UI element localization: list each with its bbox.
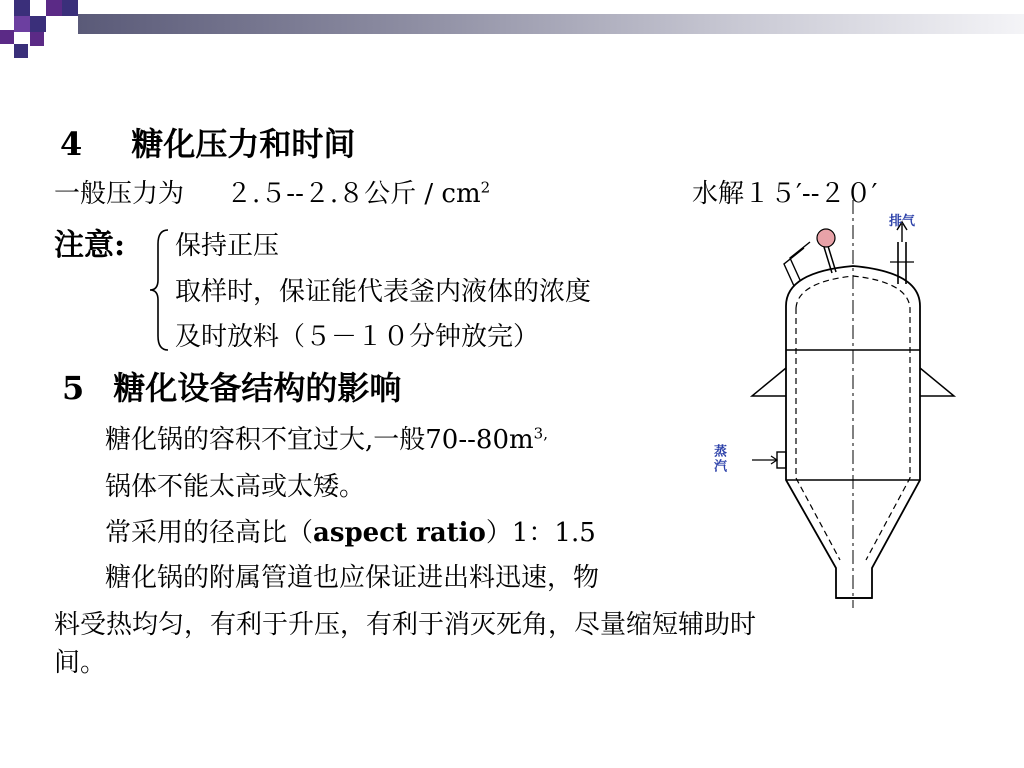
header-gradient-bar: [78, 14, 1024, 34]
heading-4-number: 4: [60, 125, 83, 163]
heading-5-number: 5: [62, 369, 85, 407]
pressure-prefix: 一般压力为: [54, 179, 185, 209]
body-line-1-sup: 3,: [533, 424, 548, 443]
exhaust-label: 排气: [889, 214, 916, 229]
body-line-2: 锅体不能太高或太矮。: [105, 472, 366, 502]
notice-item-1: 保持正压: [175, 231, 280, 261]
aspect-ratio-term: aspect ratio: [313, 518, 486, 548]
heading-4: [60, 125, 356, 163]
hydrolysis-time: 水解１５′--２０′: [692, 179, 878, 209]
body-line-5: 料受热均匀，有利于升压，有利于消灭死角，尽量缩短辅助时: [54, 610, 757, 640]
heading-4-text: 糖化压力和时间: [131, 125, 356, 163]
notice-brace: [146, 226, 172, 354]
corner-checker-decoration: [0, 0, 80, 62]
body-line-3-a: 常采用的径高比（: [105, 518, 314, 548]
body-line-4: 糖化锅的附属管道也应保证进出料迅速，物: [105, 563, 600, 593]
pressure-line: [54, 178, 491, 209]
notice-item-2: 取样时，保证能代表釜内液体的浓度: [175, 277, 592, 307]
body-line-1: [105, 424, 548, 455]
steam-label: 蒸汽: [711, 444, 726, 474]
body-line-3: [105, 520, 596, 546]
heading-5-text: 糖化设备结构的影响: [113, 369, 402, 407]
pressure-sup: 2: [480, 178, 491, 197]
saccharification-tank-diagram: [740, 196, 990, 612]
pressure-values: ２.５--２.８公斤 / cm: [226, 179, 481, 209]
notice-label: 注意:: [54, 228, 126, 263]
body-line-6: 间。: [54, 648, 107, 678]
body-line-3-c: ）1：1.5: [485, 518, 596, 548]
heading-5: [62, 369, 402, 407]
body-line-1-text: 糖化锅的容积不宜过大,一般70--80m: [105, 425, 534, 455]
notice-item-3: 及时放料（５－１０分钟放完）: [175, 322, 540, 352]
